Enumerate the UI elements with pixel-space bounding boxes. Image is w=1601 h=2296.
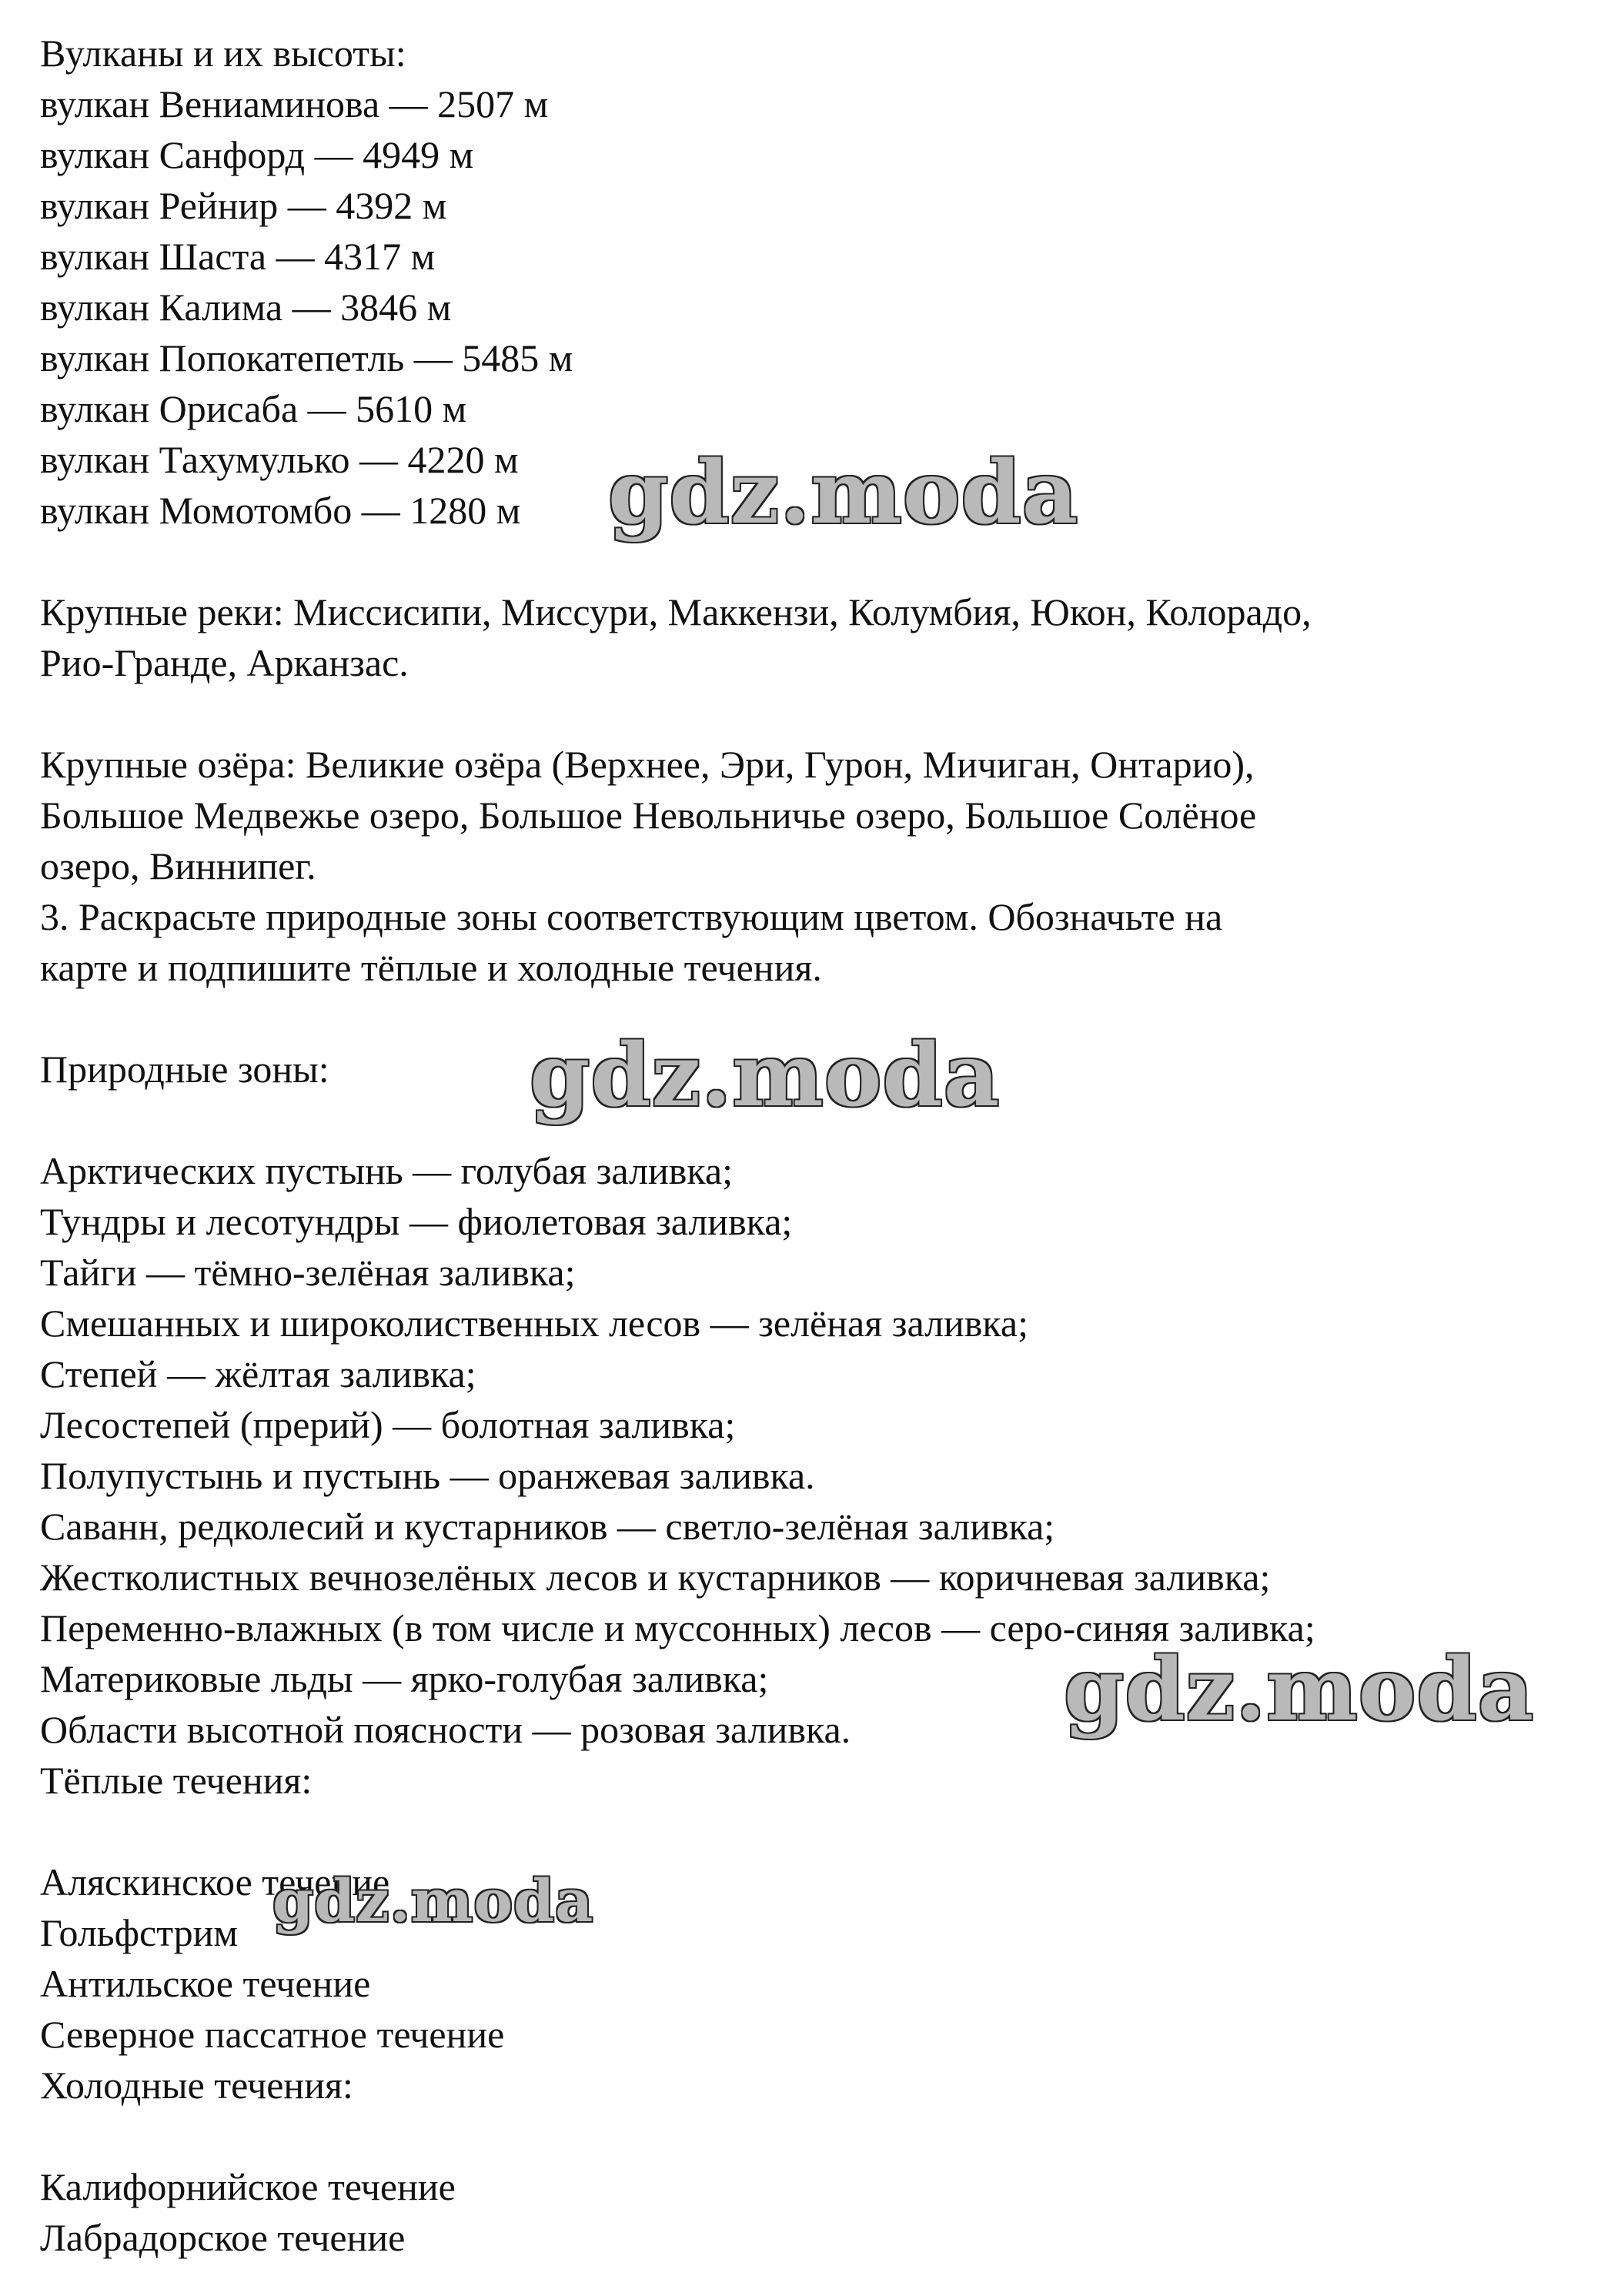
zone-item: Арктических пустынь — голубая заливка;	[40, 1149, 733, 1192]
zones-title: Природные зоны:	[40, 1048, 329, 1091]
spacer	[40, 1806, 1572, 1857]
warm-currents-title: Тёплые течения:	[40, 1759, 313, 1802]
zone-item: Полупустынь и пустынь — оранжевая заливка.	[40, 1454, 815, 1497]
lakes-line: озеро, Виннипег.	[40, 844, 316, 887]
volcano-item: вулкан Вениаминова — 2507 м	[40, 82, 549, 125]
zone-item: Переменно-влажных (в том числе и муссонных) лесов — серо-синяя заливка;	[40, 1606, 1315, 1649]
watermark: gdz.moda	[608, 443, 1079, 543]
warm-current-item: Аляскинское течение	[40, 1860, 390, 1903]
warm-current-item: Гольфстрим	[40, 1911, 239, 1954]
rivers-line: Рио-Гранде, Арканзас.	[40, 641, 409, 684]
zone-item: Тайги — тёмно-зелёная заливка;	[40, 1251, 576, 1294]
zone-item: Области высотной поясности — розовая заливка.	[40, 1708, 851, 1751]
volcano-item: вулкан Орисаба — 5610 м	[40, 387, 467, 430]
zone-item: Лесостепей (прерий) — болотная заливка;	[40, 1403, 736, 1446]
task3-line: 3. Раскрасьте природные зоны соответствующим цветом. Обозначьте на	[40, 895, 1223, 938]
zone-item: Жестколистных вечнозелёных лесов и кустарников — коричневая заливка;	[40, 1556, 1271, 1599]
task3-line: карте и подпишите тёплые и холодные течения.	[40, 946, 822, 989]
volcano-item: вулкан Момотомбо — 1280 м	[40, 489, 521, 532]
watermark: gdz.moda	[530, 1025, 1001, 1126]
volcano-item: вулкан Попокатепетль — 5485 м	[40, 336, 573, 379]
volcanoes-title: Вулканы и их высоты:	[40, 32, 406, 75]
volcano-item: вулкан Тахумулько — 4220 м	[40, 438, 519, 481]
volcano-item: вулкан Рейнир — 4392 м	[40, 184, 447, 227]
zone-item: Материковые льды — ярко-голубая заливка;	[40, 1657, 769, 1700]
watermark: gdz.moda	[1064, 1639, 1535, 1740]
spacer	[40, 688, 1572, 739]
watermark: gdz.moda	[272, 1867, 594, 1935]
lakes-line: Крупные озёра: Великие озёра (Верхнее, Эри, Гурон, Мичиган, Онтарио),	[40, 743, 1255, 786]
warm-current-item: Северное пассатное течение	[40, 2013, 505, 2056]
cold-current-item: Лабрадорское течение	[40, 2216, 406, 2259]
zone-item: Смешанных и широколиственных лесов — зелёная заливка;	[40, 1302, 1029, 1345]
warm-current-item: Антильское течение	[40, 1962, 371, 2005]
cold-current-item: Калифорнийское течение	[40, 2165, 456, 2208]
volcano-item: вулкан Калима — 3846 м	[40, 286, 452, 329]
zone-item: Тундры и лесотундры — фиолетовая заливка;	[40, 1200, 793, 1243]
volcano-item: вулкан Шаста — 4317 м	[40, 235, 436, 278]
document-page	[40, 28, 1572, 2263]
zone-item: Саванн, редколесий и кустарников — светло-зелёная заливка;	[40, 1505, 1055, 1548]
volcano-item: вулкан Санфорд — 4949 м	[40, 133, 474, 176]
spacer	[40, 2111, 1572, 2161]
cold-currents-title: Холодные течения:	[40, 2064, 353, 2107]
zone-item: Степей — жёлтая заливка;	[40, 1352, 476, 1395]
rivers-line: Крупные реки: Миссисипи, Миссури, Маккензи, Колумбия, Юкон, Колорадо,	[40, 590, 1312, 633]
lakes-line: Большое Медвежье озеро, Большое Невольничье озеро, Большое Солёное	[40, 794, 1257, 837]
